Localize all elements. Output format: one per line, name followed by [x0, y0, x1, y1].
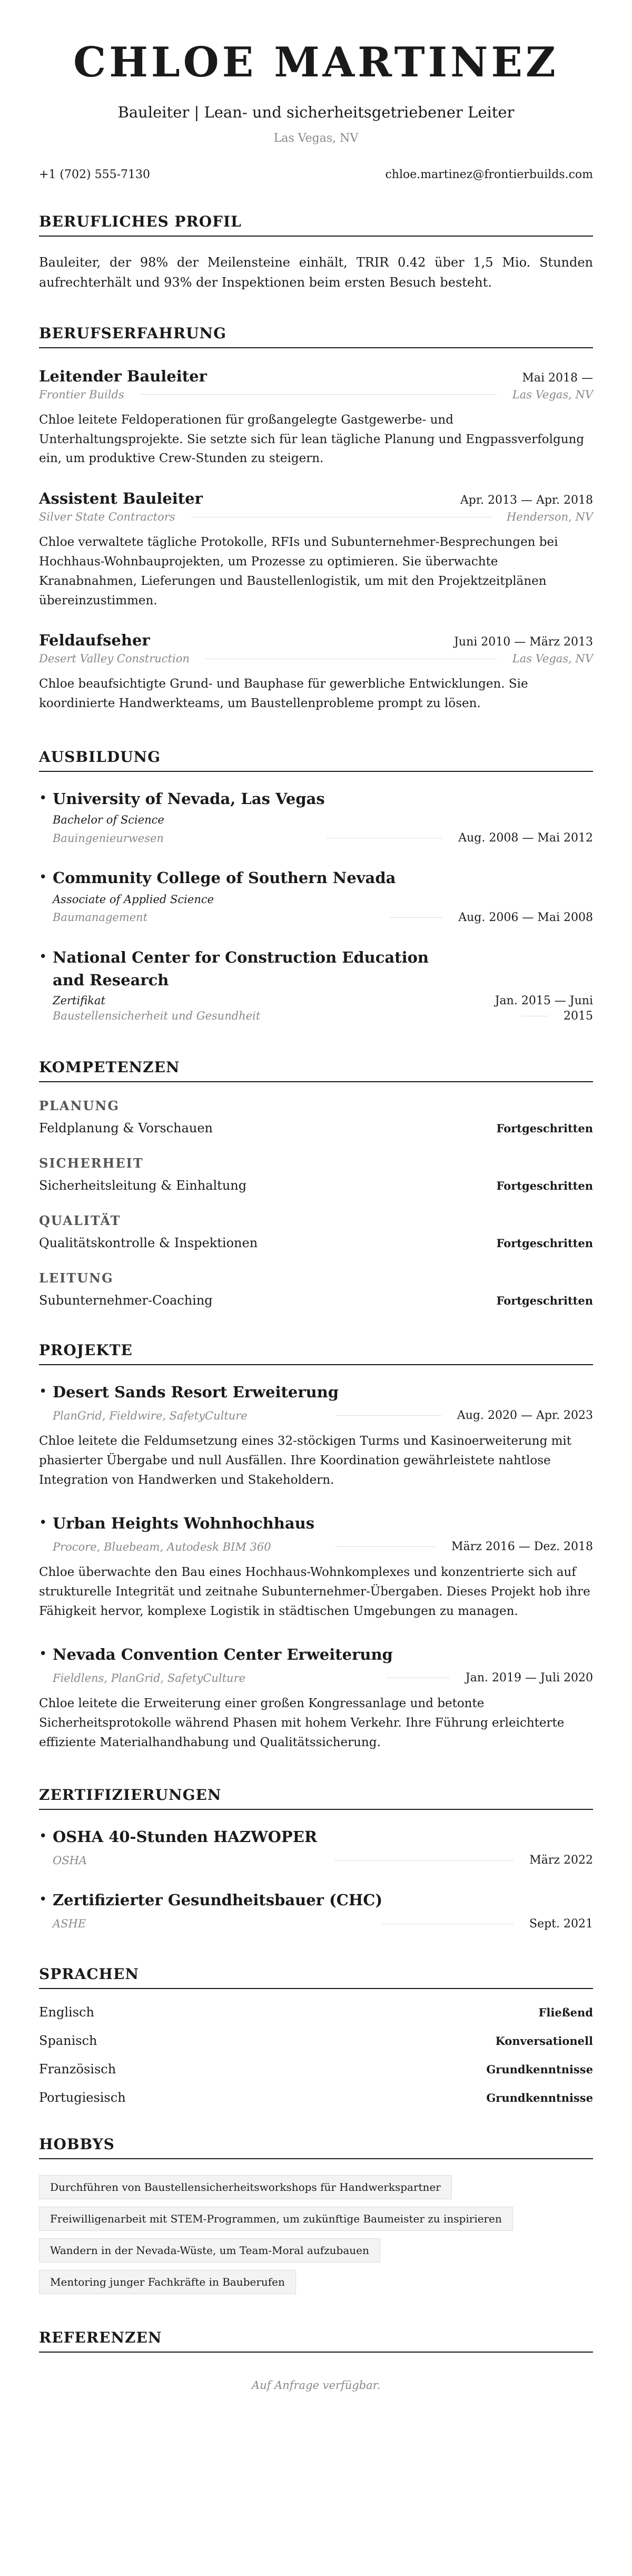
- education-entry: [39, 867, 593, 924]
- skill-name: Subunternehmer-Coaching: [39, 1292, 213, 1308]
- project-tools: Procore, Bluebeam, Autodesk BIM 360: [53, 1540, 271, 1553]
- certifications-section: [39, 1786, 593, 1931]
- field-of-study: Baustellensicherheit und Gesundheit: [53, 1010, 261, 1023]
- hobby-tag: Freiwilligenarbeit mit STEM-Programmen, um zukünftige Baumeister zu inspirieren: [39, 2207, 513, 2231]
- education-section: [39, 748, 593, 1023]
- skill-level: Fortgeschritten: [496, 1179, 593, 1192]
- job-entry: [39, 631, 593, 713]
- skill-category: QUALITÄT: [39, 1212, 121, 1228]
- job-date: Juni 2010 — März 2013: [454, 635, 593, 649]
- job-date: Mai 2018 —: [522, 371, 593, 385]
- candidate-tagline: Bauleiter | Lean- und sicherheitsgetriebener Leiter: [117, 103, 515, 121]
- language-name: Englisch: [39, 2004, 94, 2020]
- language-row: [39, 2090, 593, 2105]
- section-title: BERUFSERFAHRUNG: [39, 325, 593, 348]
- education-entry: [39, 788, 593, 845]
- references-section: [39, 2329, 593, 2392]
- project-name: • Nevada Convention Center Erweiterung: [53, 1645, 393, 1663]
- field-of-study: Bauingenieurwesen: [53, 831, 164, 845]
- school-name: • University of Nevada, Las Vegas: [53, 789, 325, 808]
- education-date-cont: 2015: [564, 1009, 593, 1023]
- certification-date: März 2022: [529, 1854, 593, 1867]
- resume-header: [39, 38, 593, 181]
- hobby-tag: Wandern in der Nevada-Wüste, um Team-Moral aufzubauen: [39, 2238, 380, 2262]
- skill-group: [39, 1098, 593, 1135]
- skill-group: [39, 1213, 593, 1250]
- education-date: Jan. 2015 — Juni: [495, 994, 593, 1007]
- job-title: Assistent Bauleiter: [39, 489, 203, 508]
- section-title: HOBBYS: [39, 2136, 593, 2159]
- skill-name: Feldplanung & Vorschauen: [39, 1120, 213, 1135]
- job-company: Desert Valley Construction: [39, 652, 190, 665]
- section-title: KOMPETENZEN: [39, 1059, 593, 1082]
- job-entry: [39, 489, 593, 610]
- certification-issuer: OSHA: [53, 1854, 87, 1867]
- project-tools: Fieldlens, PlanGrid, SafetyCulture: [53, 1671, 246, 1684]
- language-list: [39, 2005, 593, 2105]
- project-date: Aug. 2020 — Apr. 2023: [457, 1409, 593, 1423]
- language-row: [39, 2005, 593, 2020]
- certification-issuer: ASHE: [53, 1917, 86, 1931]
- project-tools: PlanGrid, Fieldwire, SafetyCulture: [53, 1409, 248, 1422]
- job-location: Las Vegas, NV: [512, 388, 593, 401]
- degree-name: Associate of Applied Science: [53, 893, 214, 906]
- language-name: Portugiesisch: [39, 2090, 126, 2105]
- section-title: ZERTIFIZIERUNGEN: [39, 1786, 593, 1810]
- project-description: Chloe überwachte den Bau eines Hochhaus-Wohnkomplexes und konzentrierte sich auf strukturelle Integrität und zeitnahe Subunternehmer-Übergaben. Dieses Projekt hob ihre Fähigkeit hervor, komplexe Logistik in städtischen Umgebungen zu managen.: [39, 1565, 590, 1618]
- field-of-study: Baumanagement: [53, 911, 148, 924]
- language-level: Grundkenntnisse: [486, 2062, 593, 2076]
- job-description: Chloe beaufsichtigte Grund- und Bauphase für gewerbliche Entwicklungen. Sie koordinierte Handwerkteams, um Baustellenprobleme prompt zu lösen.: [39, 677, 528, 711]
- language-level: Fließend: [538, 2005, 593, 2019]
- skill-name: Qualitätskontrolle & Inspektionen: [39, 1235, 258, 1250]
- project-entry: [39, 1381, 593, 1490]
- leader-line: [336, 1415, 441, 1416]
- section-title: AUSBILDUNG: [39, 748, 593, 772]
- candidate-name: CHLOE MARTINEZ: [73, 38, 559, 86]
- contact-row: [39, 168, 593, 181]
- skill-group: [39, 1270, 593, 1308]
- education-date: Aug. 2008 — Mai 2012: [458, 831, 593, 845]
- project-entry: [39, 1512, 593, 1621]
- skill-level: Fortgeschritten: [496, 1236, 593, 1250]
- email-address: chloe.martinez@frontierbuilds.com: [385, 168, 593, 181]
- education-entry: [39, 946, 593, 1023]
- certification-name: • OSHA 40-Stunden HAZWOPER: [53, 1827, 317, 1846]
- job-company: Frontier Builds: [39, 388, 124, 401]
- degree-name: Bachelor of Science: [53, 814, 164, 827]
- language-level: Konversationell: [495, 2034, 593, 2048]
- section-title: BERUFLICHES PROFIL: [39, 213, 593, 237]
- project-entry: [39, 1643, 593, 1752]
- project-description: Chloe leitete die Feldumsetzung eines 32-stöckigen Turms und Kasinoerweiterung mit phasierter Übergabe und null Ausfällen. Ihre Koordination gewährleistete nahtlose Integration von Handwerken und Stakeholdern.: [39, 1434, 572, 1487]
- hobby-list: [39, 2175, 593, 2294]
- skill-category: PLANUNG: [39, 1098, 120, 1113]
- job-location: Henderson, NV: [506, 511, 593, 524]
- language-name: Spanisch: [39, 2033, 97, 2048]
- project-date: März 2016 — Dez. 2018: [451, 1540, 593, 1554]
- job-title: Leitender Bauleiter: [39, 367, 207, 385]
- language-name: Französisch: [39, 2061, 116, 2077]
- language-row: [39, 2062, 593, 2077]
- job-location: Las Vegas, NV: [512, 652, 593, 665]
- profile-text: Bauleiter, der 98% der Meilensteine einhält, TRIR 0.42 über 1,5 Mio. Stunden aufrechterhält und 93% der Inspektionen beim ersten Besuch besteht.: [39, 255, 593, 290]
- profile-section: [39, 213, 593, 293]
- job-entry: [39, 367, 593, 468]
- education-date: Aug. 2006 — Mai 2008: [458, 910, 593, 924]
- competencies-section: [39, 1059, 593, 1308]
- certification-entry: [39, 1826, 593, 1867]
- phone-number: +1 (702) 555-7130: [39, 168, 150, 181]
- skill-level: Fortgeschritten: [496, 1294, 593, 1307]
- section-title: REFERENZEN: [39, 2329, 593, 2353]
- language-level: Grundkenntnisse: [486, 2091, 593, 2104]
- project-name: • Desert Sands Resort Erweiterung: [53, 1383, 339, 1401]
- certification-entry: [39, 1889, 593, 1931]
- resume-page: [39, 0, 593, 2392]
- job-title: Feldaufseher: [39, 631, 150, 650]
- job-date: Apr. 2013 — Apr. 2018: [460, 494, 593, 507]
- section-title: PROJEKTE: [39, 1341, 593, 1365]
- skill-category: LEITUNG: [39, 1270, 114, 1286]
- candidate-location: Las Vegas, NV: [273, 132, 359, 145]
- languages-section: [39, 1965, 593, 2105]
- skill-category: SICHERHEIT: [39, 1155, 144, 1171]
- skill-name: Sicherheitsleitung & Einhaltung: [39, 1178, 247, 1193]
- experience-section: [39, 325, 593, 713]
- language-row: [39, 2033, 593, 2048]
- school-name: • National Center for Construction Education and Research: [53, 948, 429, 990]
- hobby-tag: Durchführen von Baustellensicherheitsworkshops für Handwerkspartner: [39, 2175, 452, 2199]
- hobbies-section: [39, 2136, 593, 2294]
- certification-name: • Zertifizierter Gesundheitsbauer (CHC): [53, 1891, 383, 1909]
- job-description: Chloe verwaltete tägliche Protokolle, RFIs und Subunternehmer-Besprechungen bei Hochhaus-Wohnbauprojekten, um Prozesse zu optimieren. Sie überwachte Kranabnahmen, Lieferungen und Baustellenlogistik, um mit den Projektzeitplänen übereinzustimmen.: [39, 535, 558, 608]
- leader-line: [140, 394, 497, 395]
- job-description: Chloe leitete Feldoperationen für großangelegte Gastgewerbe- und Unterhaltungsprojekte. Sie setzte sich für lean tägliche Planung und Engpassverfolgung ein, um produktive Crew-Stunden zu steigern.: [39, 413, 585, 466]
- skill-level: Fortgeschritten: [496, 1121, 593, 1135]
- certification-date: Sept. 2021: [529, 1917, 593, 1931]
- leader-line: [390, 917, 442, 918]
- section-title: SPRACHEN: [39, 1965, 593, 1989]
- skill-group: [39, 1155, 593, 1193]
- project-date: Jan. 2019 — Juli 2020: [465, 1671, 593, 1685]
- project-name: • Urban Heights Wohnhochhaus: [53, 1514, 315, 1532]
- degree-name: Zertifikat: [53, 994, 105, 1007]
- references-text: Auf Anfrage verfügbar.: [251, 2378, 381, 2392]
- projects-section: [39, 1341, 593, 1752]
- school-name: • Community College of Southern Nevada: [53, 869, 396, 887]
- project-description: Chloe leitete die Erweiterung einer großen Kongressanlage und betonte Sicherheitsprotokolle während Phasen mit hohem Verkehr. Ihre Führung erleichterte effiziente Materialhandhabung und Qualitätssicherung.: [39, 1697, 565, 1749]
- job-company: Silver State Contractors: [39, 511, 175, 524]
- leader-line: [335, 1546, 436, 1547]
- hobby-tag: Mentoring junger Fachkräfte in Bauberufen: [39, 2270, 296, 2294]
